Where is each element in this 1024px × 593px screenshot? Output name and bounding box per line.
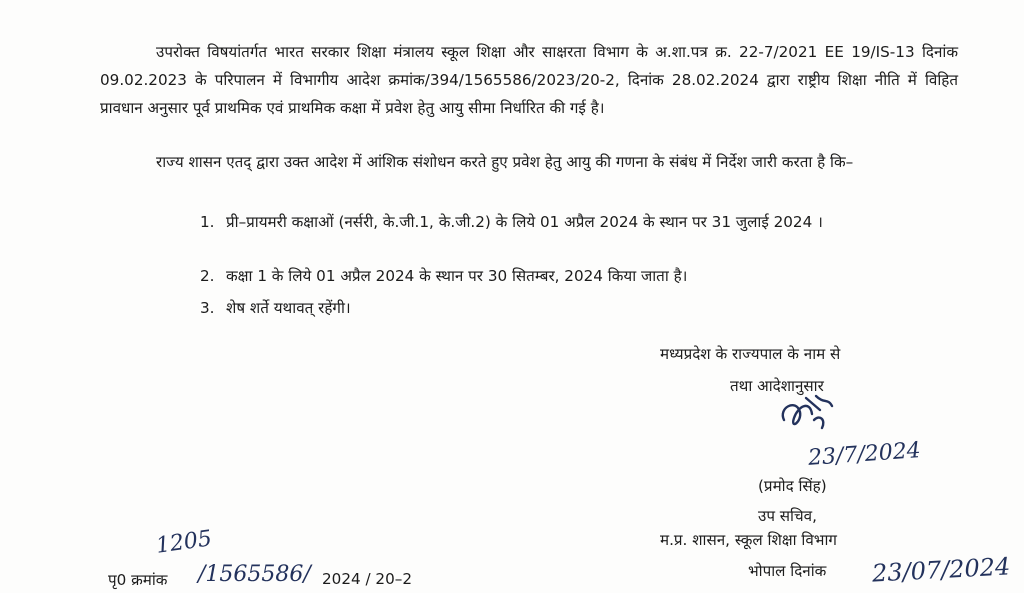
reference-label: पृ0 क्रमांक: [108, 571, 168, 589]
paragraph-directive: राज्य शासन एतद् द्वारा उक्त आदेश में आंशिक संशोधन करते हुए प्रवेश हेतु आयु की गणना के संबंध में निर्देश जारी करता है कि–: [156, 153, 854, 171]
signature-date: 23/7/2024: [807, 438, 922, 471]
signatory-designation: उप सचिव,: [758, 507, 817, 525]
handwritten-issue-date: 23/07/2024: [871, 552, 1011, 588]
endorsement-reference: [108, 526, 468, 590]
handwritten-serial: 1205: [154, 526, 214, 559]
list-item-text: कक्षा 1 के लिये 01 अप्रैल 2024 के स्थान पर 30 सितम्बर, 2024 किया जाता है।: [226, 267, 688, 285]
handwritten-reference-number: /1565586/: [198, 562, 311, 587]
paragraph-reference: उपरोक्त विषयांतर्गत भारत सरकार शिक्षा मंत्रालय स्कूल शिक्षा और साक्षरता विभाग के अ.शा.पत्र क्र. 22-7/2021 EE 19/IS-13 दिनांक 09.02.2023 के परिपालन में विभागीय आदेश क्रमांक/394/1565586/2023/20-2, दिनांक 28.02.2024 द्वारा राष्ट्रीय शिक्षा नीति में विहित प्रावधान अनुसार पूर्व प्राथमिक एवं प्राथमिक कक्षा में प्रवेश हेतु आयु सीमा निर्धारित की गई है।: [100, 43, 958, 117]
list-item-text: शेष शर्ते यथावत् रहेंगी।: [226, 299, 351, 317]
signature-block: [640, 340, 1020, 593]
place-date-label: भोपाल दिनांक: [748, 562, 827, 580]
department-line: म.प्र. शासन, स्कूल शिक्षा विभाग: [660, 531, 837, 549]
list-item-number: 1.: [200, 213, 215, 231]
list-item: [200, 208, 945, 236]
list-item: [200, 294, 945, 322]
authority-line: मध्यप्रदेश के राज्यपाल के नाम से: [660, 345, 841, 363]
handwritten-signature: [776, 390, 836, 446]
list-item: [200, 262, 945, 290]
list-item-text: प्री–प्रायमरी कक्षाओं (नर्सरी, के.जी.1, के.जी.2) के लिये 01 अप्रैल 2024 के स्थान पर 31 जुलाई 2024 ।: [226, 213, 823, 231]
list-item-number: 2.: [200, 267, 215, 285]
signatory-name: (प्रमोद सिंह): [758, 477, 827, 495]
list-item-number: 3.: [200, 299, 215, 317]
order-line: तथा आदेशानुसार: [730, 377, 824, 395]
reference-suffix: 2024 / 20–2: [322, 570, 413, 588]
